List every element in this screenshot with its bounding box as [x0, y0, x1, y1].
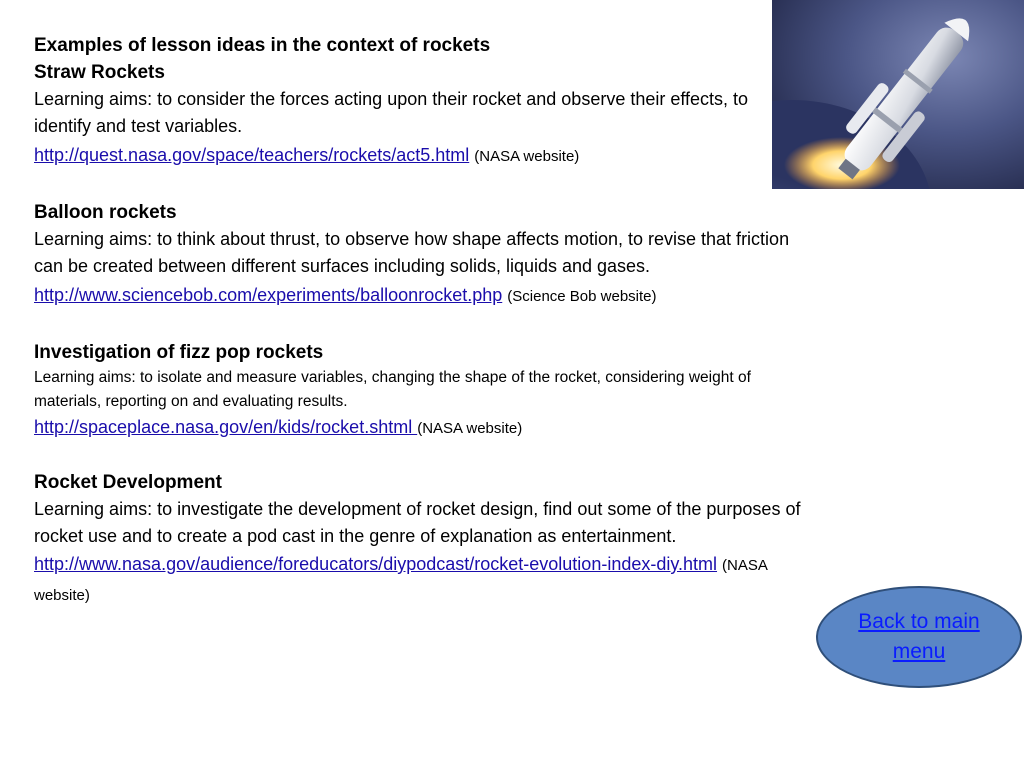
rocket-icon	[772, 0, 1024, 189]
section-aims: Learning aims: to consider the forces acting upon their rocket and observe their effects, to identify and test variables.	[34, 89, 749, 136]
section-fizz-pop-rockets	[34, 339, 804, 442]
straw-rockets-link[interactable]: http://quest.nasa.gov/space/teachers/rockets/act5.html	[34, 145, 470, 165]
lesson-content	[34, 32, 804, 610]
back-to-main-menu-button[interactable]	[816, 586, 1022, 688]
spacer	[34, 172, 804, 199]
section-title: Rocket Development	[34, 472, 222, 493]
rocket-development-link[interactable]: http://www.nasa.gov/audience/foreducators/diypodcast/rocket-evolution-index-diy.html	[34, 554, 718, 574]
source-note: (NASA website)	[417, 420, 523, 437]
section-aims: Learning aims: to isolate and measure variables, changing the shape of the rocket, considering weight of materials, reporting on and evaluating results.	[34, 369, 751, 410]
rocket-launch-image	[772, 0, 1024, 189]
source-note: (Science Bob website)	[507, 288, 657, 305]
section-aims: Learning aims: to think about thrust, to observe how shape affects motion, to revise that friction can be created between different surfaces including solids, liquids and gases.	[34, 229, 790, 276]
section-link-line	[34, 414, 804, 442]
section-link-line	[34, 280, 804, 312]
section-title: Balloon rockets	[34, 202, 177, 223]
section-rocket-development	[34, 469, 804, 610]
section-link-line	[34, 140, 804, 172]
source-note: (NASA website)	[474, 148, 580, 165]
page-title: Examples of lesson ideas in the context of rockets	[34, 35, 491, 56]
source-note: (NASA website)	[34, 557, 768, 604]
section-balloon-rockets	[34, 199, 804, 312]
spacer	[34, 312, 804, 339]
section-straw-rockets	[34, 59, 804, 172]
balloon-rockets-link[interactable]: http://www.sciencebob.com/experiments/balloonrocket.php	[34, 285, 503, 305]
back-button-label[interactable]: Back to main menu	[858, 610, 980, 663]
section-aims: Learning aims: to investigate the development of rocket design, find out some of the purposes of rocket use and to create a pod cast in the genre of explanation as entertainment.	[34, 499, 801, 546]
section-link-line	[34, 550, 804, 610]
fizz-pop-rockets-link[interactable]: http://spaceplace.nasa.gov/en/kids/rocket.shtml	[34, 417, 418, 437]
section-title: Investigation of fizz pop rockets	[34, 342, 324, 363]
section-title: Straw Rockets	[34, 62, 165, 83]
spacer	[34, 442, 804, 469]
